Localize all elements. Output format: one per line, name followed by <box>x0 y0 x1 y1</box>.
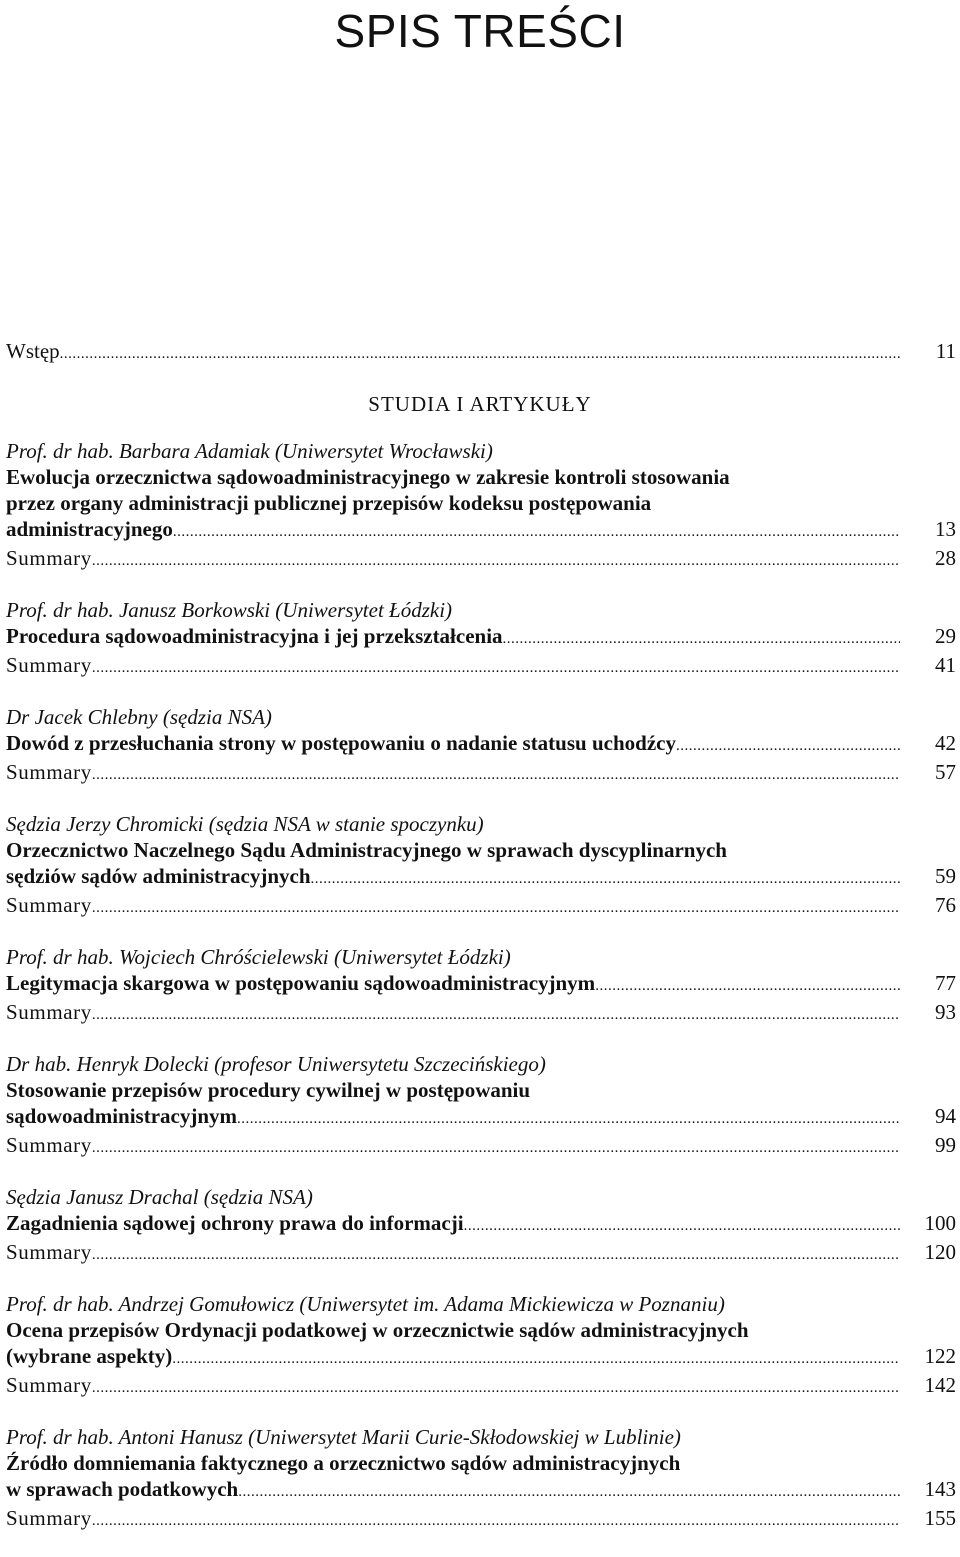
toc-entry <box>6 438 956 574</box>
dot-leader <box>237 1106 900 1132</box>
entry-page-number: 42 <box>935 731 956 755</box>
entry-title-line <box>6 1077 956 1103</box>
entry-title-text: (wybrane aspekty) <box>6 1344 173 1368</box>
entry-title-text: Dowód z przesłuchania strony w postępowaniu o nadanie statusu uchodźcy <box>6 731 676 755</box>
summary-page-number: 120 <box>924 1240 956 1264</box>
summary-page-number: 99 <box>935 1133 956 1157</box>
entry-title-link[interactable] <box>6 730 956 759</box>
summary-link[interactable] <box>6 759 956 788</box>
entry-page-number: 77 <box>935 971 956 995</box>
dot-leader <box>92 895 900 921</box>
dot-leader <box>92 1135 900 1161</box>
toc-entry <box>6 1424 956 1534</box>
toc-entry <box>6 597 956 681</box>
toc-entry <box>6 811 956 921</box>
entry-author: Prof. dr hab. Andrzej Gomułowicz (Uniwersytet im. Adama Mickiewicza w Poznaniu) <box>6 1292 725 1316</box>
entry-author: Dr hab. Henryk Dolecki (profesor Uniwersytetu Szczecińskiego) <box>6 1052 546 1076</box>
dot-leader <box>92 762 900 788</box>
entry-title-link[interactable] <box>6 623 956 652</box>
summary-label: Summary <box>6 1240 92 1264</box>
entry-author: Prof. dr hab. Janusz Borkowski (Uniwersytet Łódzki) <box>6 598 453 622</box>
entry-author: Prof. dr hab. Barbara Adamiak (Uniwersytet Wrocławski) <box>6 439 493 463</box>
entry-title-text: przez organy administracji publicznej przepisów kodeksu postępowania <box>6 491 652 515</box>
entry-title-text: Ewolucja orzecznictwa sądowoadministracyjnego w zakresie kontroli stosowania <box>6 465 730 489</box>
summary-page-number: 76 <box>935 893 956 917</box>
entry-page-number: 13 <box>935 517 956 541</box>
summary-label: Summary <box>6 546 92 570</box>
summary-page-number: 142 <box>924 1373 956 1397</box>
summary-label: Summary <box>6 1133 92 1157</box>
entry-title-link[interactable] <box>6 1210 956 1239</box>
dot-leader <box>92 1375 900 1401</box>
entry-page-number: 122 <box>924 1344 956 1368</box>
entry-author: Sędzia Janusz Drachal (sędzia NSA) <box>6 1185 313 1209</box>
summary-link[interactable] <box>6 892 956 921</box>
summary-page-number: 41 <box>935 653 956 677</box>
summary-link[interactable] <box>6 1372 956 1401</box>
dot-leader <box>92 548 900 574</box>
summary-link[interactable] <box>6 999 956 1028</box>
entry-title-line <box>6 1450 956 1476</box>
summary-link[interactable] <box>6 1239 956 1268</box>
dot-leader <box>311 866 900 892</box>
summary-label: Summary <box>6 1000 92 1024</box>
entry-title-link[interactable] <box>6 970 956 999</box>
entry-title-text: Źródło domniemania faktycznego a orzecznictwo sądów administracyjnych <box>6 1451 681 1475</box>
summary-label: Summary <box>6 760 92 784</box>
intro-label: Wstęp <box>6 339 60 363</box>
entry-page-number: 100 <box>924 1211 956 1235</box>
dot-leader <box>676 733 900 759</box>
summary-page-number: 93 <box>935 1000 956 1024</box>
summary-link[interactable] <box>6 545 956 574</box>
intro-page-number: 11 <box>935 339 956 363</box>
table-of-contents <box>6 438 956 1557</box>
entry-title-text: Ocena przepisów Ordynacji podatkowej w orzecznictwie sądów administracyjnych <box>6 1318 749 1342</box>
entry-title-link[interactable] <box>6 863 956 892</box>
summary-label: Summary <box>6 653 92 677</box>
entry-title-line <box>6 464 956 490</box>
dot-leader <box>60 341 900 367</box>
entry-title-text: Orzecznictwo Naczelnego Sądu Administracyjnego w sprawach dyscyplinarnych <box>6 838 727 862</box>
dot-leader <box>92 655 900 681</box>
entry-title-line <box>6 837 956 863</box>
dot-leader <box>92 1508 900 1534</box>
entry-author: Prof. dr hab. Antoni Hanusz (Uniwersytet Marii Curie-Skłodowskiej w Lublinie) <box>6 1425 681 1449</box>
entry-title-text: Procedura sądowoadministracyjna i jej przekształcenia <box>6 624 503 648</box>
dot-leader <box>595 973 900 999</box>
entry-title-line <box>6 490 956 516</box>
dot-leader <box>172 1346 900 1372</box>
intro-entry <box>6 338 956 367</box>
summary-link[interactable] <box>6 1505 956 1534</box>
dot-leader <box>173 519 900 545</box>
entry-title-text: Legitymacja skargowa w postępowaniu sądowoadministracyjnym <box>6 971 596 995</box>
summary-link[interactable] <box>6 1132 956 1161</box>
summary-page-number: 57 <box>935 760 956 784</box>
entry-title-link[interactable] <box>6 516 956 545</box>
toc-entry <box>6 1051 956 1161</box>
entry-title-link[interactable] <box>6 1103 956 1132</box>
entry-author: Sędzia Jerzy Chromicki (sędzia NSA w stanie spoczynku) <box>6 812 484 836</box>
page-title: SPIS TREŚCI <box>334 5 626 57</box>
summary-label: Summary <box>6 1506 92 1530</box>
dot-leader <box>503 626 900 652</box>
summary-label: Summary <box>6 893 92 917</box>
dot-leader <box>92 1002 900 1028</box>
summary-page-number: 28 <box>935 546 956 570</box>
entry-author: Dr Jacek Chlebny (sędzia NSA) <box>6 705 272 729</box>
entry-page-number: 59 <box>935 864 956 888</box>
entry-title-text: administracyjnego <box>6 517 173 541</box>
toc-entry <box>6 944 956 1028</box>
toc-entry <box>6 1291 956 1401</box>
entry-title-text: sędziów sądów administracyjnych <box>6 864 311 888</box>
dot-leader <box>238 1479 900 1505</box>
toc-entry <box>6 1184 956 1268</box>
entry-title-text: w sprawach podatkowych <box>6 1477 239 1501</box>
dot-leader <box>464 1213 900 1239</box>
entry-page-number: 29 <box>935 624 956 648</box>
toc-entry <box>6 704 956 788</box>
entry-author: Prof. dr hab. Wojciech Chróścielewski (Uniwersytet Łódzki) <box>6 945 511 969</box>
entry-page-number: 143 <box>924 1477 956 1501</box>
intro-line[interactable] <box>6 338 956 367</box>
summary-link[interactable] <box>6 652 956 681</box>
dot-leader <box>92 1242 900 1268</box>
entry-title-text: Zagadnienia sądowej ochrony prawa do informacji <box>6 1211 464 1235</box>
entry-title-line <box>6 1317 956 1343</box>
entry-page-number: 94 <box>935 1104 956 1128</box>
summary-label: Summary <box>6 1373 92 1397</box>
entry-title-text: Stosowanie przepisów procedury cywilnej w postępowaniu <box>6 1078 531 1102</box>
section-heading: STUDIA I ARTYKUŁY <box>368 392 592 416</box>
entry-title-text: sądowoadministracyjnym <box>6 1104 238 1128</box>
summary-page-number: 155 <box>924 1506 956 1530</box>
entry-title-link[interactable] <box>6 1343 956 1372</box>
